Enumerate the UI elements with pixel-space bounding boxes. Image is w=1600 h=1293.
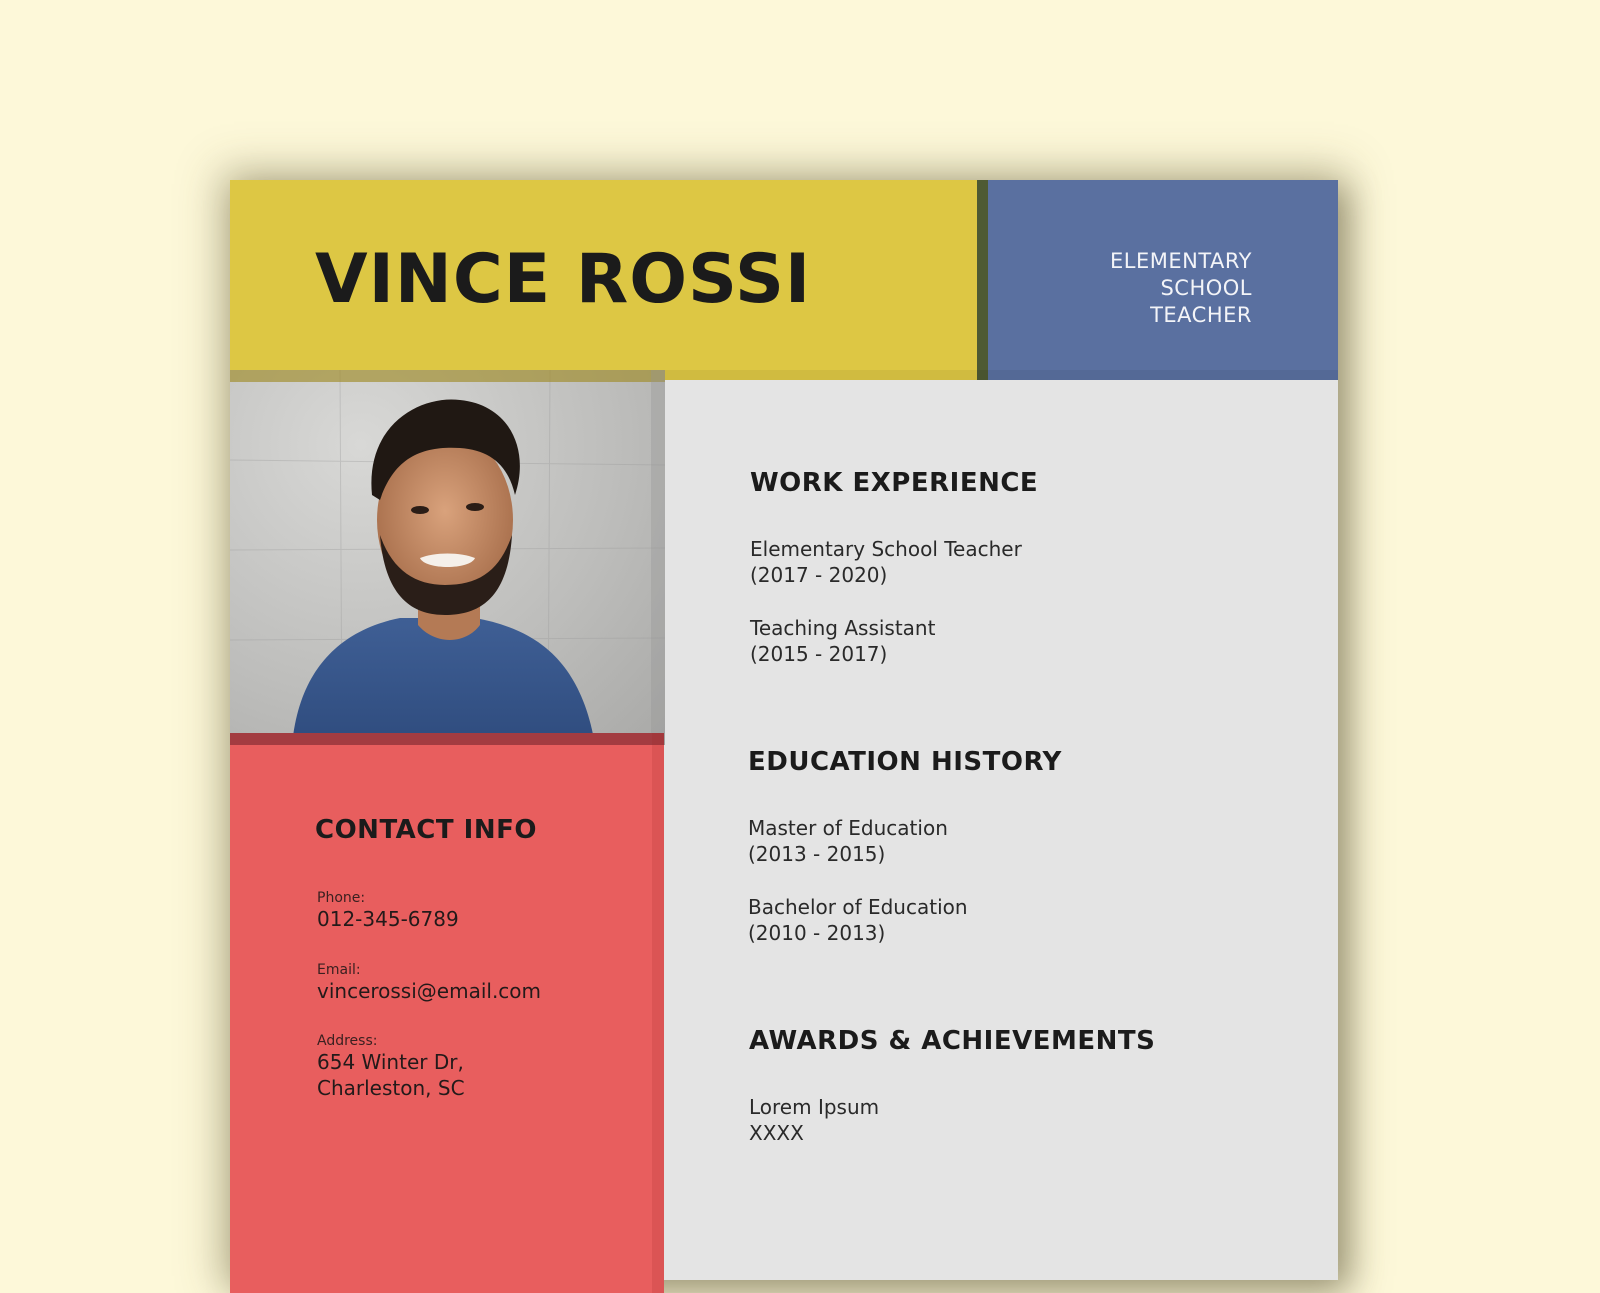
education-entry <box>748 894 1062 946</box>
resume-page <box>230 180 1338 1280</box>
portrait-image <box>230 370 665 745</box>
entry-dates: (2010 - 2013) <box>748 921 886 945</box>
entry-dates: XXXX <box>749 1121 804 1145</box>
contact-address <box>317 1033 465 1101</box>
entry-title: Lorem Ipsum <box>749 1095 880 1119</box>
section-heading: EDUCATION HISTORY <box>748 747 1062 777</box>
education-entry <box>748 815 1062 867</box>
section-heading: AWARDS & ACHIEVEMENTS <box>749 1026 1156 1056</box>
experience-entry <box>750 615 1038 667</box>
entry-title: Master of Education <box>748 816 948 840</box>
header-title-block <box>988 180 1338 380</box>
contact-label: Email: <box>317 962 361 978</box>
awards-section <box>749 1026 1155 1173</box>
contact-label: Phone: <box>317 890 366 906</box>
address-line: 654 Winter Dr, <box>317 1050 464 1074</box>
contact-panel-edge <box>652 733 664 1293</box>
entry-dates: (2013 - 2015) <box>748 842 886 866</box>
address-line: Charleston, SC <box>317 1076 465 1100</box>
job-title-line: ELEMENTARY <box>1110 249 1252 273</box>
entry-title: Teaching Assistant <box>750 616 936 640</box>
contact-label: Address: <box>317 1033 378 1049</box>
phone-value[interactable]: 012-345-6789 <box>317 907 459 931</box>
work-experience-section <box>750 468 1038 694</box>
photo-overlay-top <box>230 370 665 382</box>
entry-dates: (2017 - 2020) <box>750 563 888 587</box>
contact-panel-top-edge <box>230 733 664 745</box>
job-title <box>1110 248 1252 329</box>
entry-title: Elementary School Teacher <box>750 537 1022 561</box>
entry-dates: (2015 - 2017) <box>750 642 888 666</box>
header-divider <box>977 180 988 380</box>
entry-title: Bachelor of Education <box>748 895 968 919</box>
experience-entry <box>750 536 1038 588</box>
job-title-line: TEACHER <box>1150 303 1252 327</box>
contact-phone <box>317 890 459 932</box>
job-title-line: SCHOOL <box>1160 276 1252 300</box>
header-name-block <box>230 180 977 380</box>
contact-heading: CONTACT INFO <box>315 815 537 845</box>
contact-info-panel <box>230 733 664 1293</box>
photo-overlay-right <box>651 370 665 745</box>
award-entry <box>749 1094 1155 1146</box>
education-history-section <box>748 747 1062 973</box>
candidate-name: VINCE ROSSI <box>315 240 812 319</box>
profile-photo <box>230 370 665 745</box>
contact-email <box>317 962 541 1004</box>
email-value[interactable]: vincerossi@email.com <box>317 979 542 1003</box>
section-heading: WORK EXPERIENCE <box>750 468 1039 498</box>
